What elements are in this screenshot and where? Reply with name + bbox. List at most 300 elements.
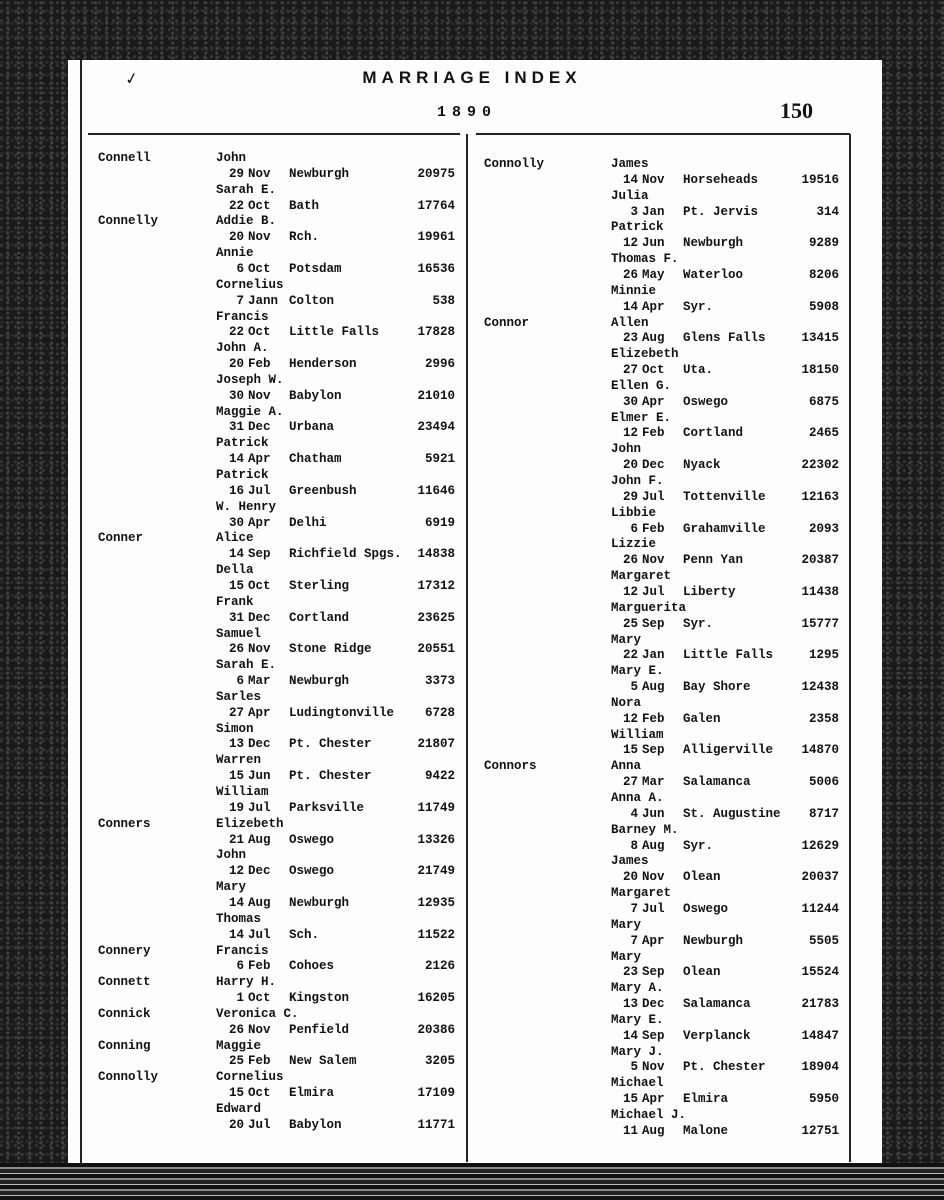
marriage-place: Olean xyxy=(683,870,721,885)
surname: Connolly xyxy=(98,1070,159,1085)
certificate-number: 19516 xyxy=(801,172,839,187)
certificate-number: 20387 xyxy=(801,553,839,568)
header-rule-right xyxy=(476,133,850,135)
marriage-day: 13 xyxy=(622,997,638,1012)
marriage-place: Penfield xyxy=(289,1022,350,1037)
given-name: James xyxy=(611,157,649,171)
marriage-month: Dec xyxy=(248,864,271,879)
given-name: Warren xyxy=(216,753,262,768)
given-name: John F. xyxy=(611,474,664,488)
marriage-day: 21 xyxy=(228,832,244,847)
given-name: William xyxy=(611,727,664,742)
marriage-day: 26 xyxy=(228,642,244,657)
marriage-place: Penn Yan xyxy=(683,553,744,568)
marriage-month: Sep xyxy=(642,965,665,980)
certificate-number: 16536 xyxy=(417,261,455,276)
marriage-month: Dec xyxy=(642,458,665,473)
given-name: Joseph W. xyxy=(216,372,284,387)
marriage-day: 12 xyxy=(228,864,244,879)
marriage-month: Oct xyxy=(642,363,665,378)
certificate-number: 18904 xyxy=(801,1060,839,1075)
marriage-month: Aug xyxy=(248,832,271,847)
marriage-place: Liberty xyxy=(683,584,736,599)
marriage-day: 14 xyxy=(228,927,244,942)
certificate-number: 23494 xyxy=(417,420,455,435)
certificate-number: 5921 xyxy=(424,452,455,467)
given-name: Allen xyxy=(611,315,649,330)
marriage-month: Aug xyxy=(248,895,271,910)
certificate-number: 19961 xyxy=(417,230,455,245)
given-name: Patrick xyxy=(611,220,664,235)
given-name: Frank xyxy=(216,594,254,609)
marriage-day: 3 xyxy=(630,204,638,219)
certificate-number: 17312 xyxy=(417,578,455,593)
surname: Conners xyxy=(98,816,151,831)
marriage-day: 30 xyxy=(622,394,638,409)
marriage-day: 6 xyxy=(236,674,244,689)
given-name: Thomas F. xyxy=(611,252,679,267)
marriage-month: Jun xyxy=(642,806,665,821)
marriage-day: 27 xyxy=(622,363,638,378)
surname: Connery xyxy=(98,943,151,958)
marriage-place: Bay Shore xyxy=(683,680,751,695)
given-name: Libbie xyxy=(611,505,657,520)
marriage-day: 4 xyxy=(630,806,638,821)
given-name: Sarah E. xyxy=(216,658,277,673)
marriage-place: Newburgh xyxy=(289,166,350,181)
marriage-day: 30 xyxy=(228,388,244,403)
certificate-number: 20386 xyxy=(417,1022,455,1037)
marriage-day: 22 xyxy=(622,648,638,663)
marriage-place: Henderson xyxy=(289,357,357,372)
marriage-day: 26 xyxy=(622,553,638,568)
certificate-number: 314 xyxy=(816,204,839,219)
given-name: Della xyxy=(216,563,254,578)
marriage-place: New Salem xyxy=(289,1054,357,1069)
certificate-number: 6728 xyxy=(424,705,455,720)
given-name: W. Henry xyxy=(216,499,277,514)
marriage-day: 1 xyxy=(236,991,244,1006)
certificate-number: 12629 xyxy=(801,838,839,853)
header-rule-left xyxy=(88,133,460,135)
certificate-number: 11749 xyxy=(417,800,455,815)
given-name: Anna xyxy=(611,759,642,774)
given-name: Alice xyxy=(216,531,254,546)
certificate-number: 12438 xyxy=(801,680,839,695)
marriage-month: Jul xyxy=(248,927,271,942)
given-name: Simon xyxy=(216,721,254,736)
certificate-number: 23625 xyxy=(417,610,455,625)
certificate-number: 2126 xyxy=(424,959,455,974)
marriage-place: Sterling xyxy=(289,578,350,593)
certificate-number: 8206 xyxy=(808,267,839,282)
marriage-month: Nov xyxy=(642,1060,665,1075)
marriage-day: 8 xyxy=(630,838,638,853)
certificate-number: 11438 xyxy=(801,584,839,599)
marriage-month: Dec xyxy=(248,420,271,435)
marriage-day: 30 xyxy=(228,515,244,530)
marriage-place: Ludingtonville xyxy=(289,705,395,720)
certificate-number: 13326 xyxy=(417,832,455,847)
given-name: Francis xyxy=(216,309,269,324)
given-name: Elizebeth xyxy=(611,347,679,362)
marriage-day: 13 xyxy=(228,737,244,752)
marriage-day: 14 xyxy=(228,452,244,467)
check-mark-icon: ✓ xyxy=(123,67,140,90)
marriage-place: Grahamville xyxy=(683,521,766,536)
marriage-day: 20 xyxy=(228,230,244,245)
marriage-day: 27 xyxy=(622,775,638,790)
marriage-place: Delhi xyxy=(289,515,327,530)
marriage-month: Jann xyxy=(248,293,279,308)
marriage-month: Nov xyxy=(248,388,271,403)
certificate-number: 5006 xyxy=(808,775,839,790)
certificate-number: 14870 xyxy=(801,743,839,758)
given-name: Barney M. xyxy=(611,822,679,837)
marriage-month: Feb xyxy=(248,1054,271,1069)
marriage-day: 6 xyxy=(236,261,244,276)
marriage-place: Greenbush xyxy=(289,483,357,498)
marriage-day: 12 xyxy=(622,236,638,251)
marriage-place: Colton xyxy=(289,293,335,308)
given-name: Nora xyxy=(611,695,642,710)
certificate-number: 6919 xyxy=(424,515,455,530)
marriage-month: Mar xyxy=(642,775,665,790)
marriage-day: 7 xyxy=(630,933,638,948)
marriage-place: Uta. xyxy=(683,363,714,378)
marriage-day: 15 xyxy=(228,769,244,784)
marriage-month: Nov xyxy=(248,1022,271,1037)
given-name: Cornelius xyxy=(216,277,284,292)
marriage-place: Little Falls xyxy=(289,325,380,340)
marriage-place: Oswego xyxy=(683,394,729,409)
marriage-day: 12 xyxy=(622,584,638,599)
given-name: James xyxy=(611,854,649,869)
given-name: Anna A. xyxy=(611,791,664,805)
marriage-place: Oswego xyxy=(289,864,335,879)
right-border xyxy=(849,134,851,1162)
marriage-month: Oct xyxy=(248,1086,271,1101)
marriage-place: Salamanca xyxy=(683,997,751,1012)
certificate-number: 9422 xyxy=(424,769,455,784)
marriage-place: Chatham xyxy=(289,452,342,467)
marriage-month: Jun xyxy=(642,236,665,251)
marriage-month: Feb xyxy=(248,357,271,372)
marriage-month: Nov xyxy=(248,166,271,181)
marriage-day: 14 xyxy=(228,895,244,910)
marriage-place: Elmira xyxy=(683,1092,729,1107)
marriage-place: Galen xyxy=(683,711,721,726)
marriage-month: Oct xyxy=(248,991,271,1006)
marriage-day: 25 xyxy=(622,616,638,631)
given-name: Mary E. xyxy=(611,1012,664,1027)
marriage-month: Jun xyxy=(248,769,271,784)
certificate-number: 16205 xyxy=(417,991,455,1006)
certificate-number: 20975 xyxy=(417,166,455,181)
marriage-day: 7 xyxy=(236,293,244,308)
marriage-place: Richfield Spgs. xyxy=(289,547,402,562)
marriage-month: Apr xyxy=(248,515,271,530)
marriage-place: Malone xyxy=(683,1123,729,1138)
certificate-number: 2996 xyxy=(424,357,455,372)
given-name: Francis xyxy=(216,943,269,958)
certificate-number: 9289 xyxy=(808,236,839,251)
marriage-place: Newburgh xyxy=(683,236,744,251)
certificate-number: 1295 xyxy=(808,648,839,663)
marriage-day: 29 xyxy=(622,489,638,504)
certificate-number: 22302 xyxy=(801,458,839,473)
marriage-month: Dec xyxy=(248,737,271,752)
margin-line xyxy=(80,60,82,1163)
marriage-month: Apr xyxy=(642,1092,665,1107)
certificate-number: 11771 xyxy=(417,1117,455,1132)
marriage-place: Potsdam xyxy=(289,261,342,276)
given-name: Margaret xyxy=(611,886,672,901)
marriage-month: Apr xyxy=(642,933,665,948)
certificate-number: 21783 xyxy=(801,997,839,1012)
marriage-month: Sep xyxy=(642,616,665,631)
marriage-day: 7 xyxy=(630,901,638,916)
given-name: Minnie xyxy=(611,283,657,298)
certificate-number: 15524 xyxy=(801,965,839,980)
given-name: Elmer E. xyxy=(611,410,672,425)
marriage-day: 14 xyxy=(622,1028,638,1043)
given-name: Thomas xyxy=(216,911,262,926)
given-name: Ellen G. xyxy=(611,378,672,393)
marriage-day: 27 xyxy=(228,705,244,720)
given-name: Mary J. xyxy=(611,1044,664,1059)
marriage-month: Oct xyxy=(248,261,271,276)
marriage-place: Horseheads xyxy=(683,172,759,187)
marriage-month: Apr xyxy=(248,705,271,720)
certificate-number: 5950 xyxy=(808,1092,839,1107)
marriage-place: Nyack xyxy=(683,458,721,473)
marriage-place: Pt. Jervis xyxy=(683,204,759,219)
marriage-month: Nov xyxy=(248,230,271,245)
marriage-place: Salamanca xyxy=(683,775,751,790)
certificate-number: 20551 xyxy=(417,642,455,657)
given-name: Addie B. xyxy=(216,214,277,229)
marriage-day: 22 xyxy=(228,198,244,213)
given-name: Sarah E. xyxy=(216,182,277,197)
marriage-day: 26 xyxy=(622,267,638,282)
marriage-place: Babylon xyxy=(289,1117,342,1132)
marriage-place: Olean xyxy=(683,965,721,980)
marriage-month: Oct xyxy=(248,325,271,340)
given-name: Mary A. xyxy=(611,981,664,996)
marriage-day: 22 xyxy=(228,325,244,340)
marriage-day: 25 xyxy=(228,1054,244,1069)
given-name: Samuel xyxy=(216,626,262,641)
marriage-month: Apr xyxy=(642,299,665,314)
marriage-place: Pt. Chester xyxy=(683,1060,766,1075)
certificate-number: 14847 xyxy=(801,1028,839,1043)
given-name: Maggie xyxy=(216,1038,262,1053)
certificate-number: 12163 xyxy=(801,489,839,504)
given-name: Mary xyxy=(611,917,642,932)
certificate-number: 21010 xyxy=(417,388,455,403)
page-title: MARRIAGE INDEX xyxy=(362,68,582,87)
given-name: Patrick xyxy=(216,436,269,451)
marriage-day: 14 xyxy=(622,299,638,314)
marriage-day: 31 xyxy=(228,610,244,625)
certificate-number: 18150 xyxy=(801,363,839,378)
column-divider xyxy=(466,134,468,1162)
marriage-place: Tottenville xyxy=(683,489,766,504)
marriage-day: 15 xyxy=(622,743,638,758)
marriage-place: Elmira xyxy=(289,1086,335,1101)
marriage-day: 20 xyxy=(622,870,638,885)
marriage-place: Babylon xyxy=(289,388,342,403)
given-name: Michael xyxy=(611,1076,664,1091)
marriage-place: Sch. xyxy=(289,927,320,942)
marriage-place: St. Augustine xyxy=(683,806,781,821)
surname: Connor xyxy=(484,315,530,330)
certificate-number: 12751 xyxy=(801,1123,839,1138)
marriage-day: 6 xyxy=(630,521,638,536)
marriage-day: 16 xyxy=(228,483,244,498)
marriage-place: Pt. Chester xyxy=(289,769,372,784)
marriage-day: 26 xyxy=(228,1022,244,1037)
marriage-month: Oct xyxy=(248,198,271,213)
marriage-month: Aug xyxy=(642,1123,665,1138)
index-year: 1890 xyxy=(437,104,498,121)
marriage-day: 20 xyxy=(228,1117,244,1132)
marriage-month: Jul xyxy=(248,1117,271,1132)
certificate-number: 8717 xyxy=(808,806,839,821)
marriage-place: Glens Falls xyxy=(683,331,766,346)
marriage-month: Aug xyxy=(642,680,665,695)
marriage-place: Cohoes xyxy=(289,959,335,974)
marriage-day: 12 xyxy=(622,711,638,726)
certificate-number: 17109 xyxy=(417,1086,455,1101)
surname: Connelly xyxy=(98,214,159,229)
marriage-day: 5 xyxy=(630,680,638,695)
marriage-month: Dec xyxy=(248,610,271,625)
marriage-place: Verplanck xyxy=(683,1028,751,1043)
marriage-month: Apr xyxy=(642,394,665,409)
given-name: Lizzie xyxy=(611,537,657,552)
marriage-place: Stone Ridge xyxy=(289,642,372,657)
marriage-month: Jan xyxy=(642,648,665,663)
given-name: Patrick xyxy=(216,468,269,482)
given-name: William xyxy=(216,785,269,799)
marriage-day: 15 xyxy=(228,1086,244,1101)
certificate-number: 20037 xyxy=(801,870,839,885)
marriage-month: Jul xyxy=(642,584,665,599)
certificate-number: 538 xyxy=(432,293,455,308)
given-name: Veronica C. xyxy=(216,1006,299,1021)
marriage-month: Feb xyxy=(248,959,271,974)
marriage-month: May xyxy=(642,267,665,282)
marriage-month: Jul xyxy=(248,800,271,815)
marriage-place: Little Falls xyxy=(683,648,774,663)
given-name: Elizebeth xyxy=(216,816,284,831)
given-name: John xyxy=(611,442,642,457)
marriage-month: Feb xyxy=(642,521,665,536)
certificate-number: 5908 xyxy=(808,299,839,314)
certificate-number: 12935 xyxy=(417,895,455,910)
marriage-place: Cortland xyxy=(289,610,350,625)
marriage-place: Pt. Chester xyxy=(289,737,372,752)
marriage-day: 15 xyxy=(622,1092,638,1107)
marriage-month: Nov xyxy=(642,172,665,187)
marriage-month: Sep xyxy=(642,743,665,758)
marriage-month: Nov xyxy=(642,553,665,568)
marriage-place: Newburgh xyxy=(683,933,744,948)
marriage-day: 11 xyxy=(622,1123,638,1138)
marriage-month: Mar xyxy=(248,674,271,689)
certificate-number: 17764 xyxy=(417,198,455,213)
given-name: Mary E. xyxy=(611,664,664,679)
certificate-number: 3373 xyxy=(424,674,455,689)
marriage-month: Sep xyxy=(642,1028,665,1043)
marriage-day: 20 xyxy=(228,357,244,372)
marriage-place: Newburgh xyxy=(289,895,350,910)
given-name: Marguerita xyxy=(611,600,687,615)
given-name: Michael J. xyxy=(611,1108,687,1122)
marriage-month: Jul xyxy=(642,489,665,504)
marriage-day: 5 xyxy=(630,1060,638,1075)
given-name: Annie xyxy=(216,246,254,261)
surname: Connell xyxy=(98,151,151,165)
marriage-month: Sep xyxy=(248,547,271,562)
marriage-day: 14 xyxy=(228,547,244,562)
given-name: Cornelius xyxy=(216,1070,284,1085)
surname: Conner xyxy=(98,531,144,546)
marriage-place: Cortland xyxy=(683,426,744,441)
marriage-place: Syr. xyxy=(683,299,714,314)
given-name: Harry H. xyxy=(216,975,277,990)
marriage-place: Rch. xyxy=(289,230,320,245)
certificate-number: 3205 xyxy=(424,1054,455,1069)
given-name: John xyxy=(216,151,247,165)
surname: Connick xyxy=(98,1006,151,1021)
marriage-day: 19 xyxy=(228,800,244,815)
certificate-number: 2358 xyxy=(808,711,839,726)
marriage-month: Oct xyxy=(248,578,271,593)
given-name: Mary xyxy=(216,880,247,895)
marriage-month: Dec xyxy=(642,997,665,1012)
marriage-day: 23 xyxy=(622,331,638,346)
surname: Connett xyxy=(98,975,151,990)
marriage-day: 23 xyxy=(622,965,638,980)
marriage-month: Apr xyxy=(248,452,271,467)
marriage-month: Jul xyxy=(642,901,665,916)
marriage-month: Nov xyxy=(248,642,271,657)
film-edge xyxy=(0,1163,944,1200)
certificate-number: 11646 xyxy=(417,483,455,498)
given-name: Margaret xyxy=(611,569,672,584)
marriage-place: Syr. xyxy=(683,838,714,853)
page-number: 150 xyxy=(780,98,813,123)
certificate-number: 5505 xyxy=(808,933,839,948)
surname: Connolly xyxy=(484,157,545,171)
given-name: Maggie A. xyxy=(216,404,284,419)
marriage-day: 12 xyxy=(622,426,638,441)
certificate-number: 15777 xyxy=(801,616,839,631)
certificate-number: 2465 xyxy=(808,426,839,441)
marriage-day: 15 xyxy=(228,578,244,593)
given-name: Julia xyxy=(611,188,649,203)
given-name: Mary xyxy=(611,632,642,647)
marriage-place: Bath xyxy=(289,198,320,213)
marriage-month: Aug xyxy=(642,331,665,346)
marriage-month: Nov xyxy=(642,870,665,885)
marriage-day: 31 xyxy=(228,420,244,435)
marriage-place: Parksville xyxy=(289,800,365,815)
marriage-place: Newburgh xyxy=(289,674,350,689)
